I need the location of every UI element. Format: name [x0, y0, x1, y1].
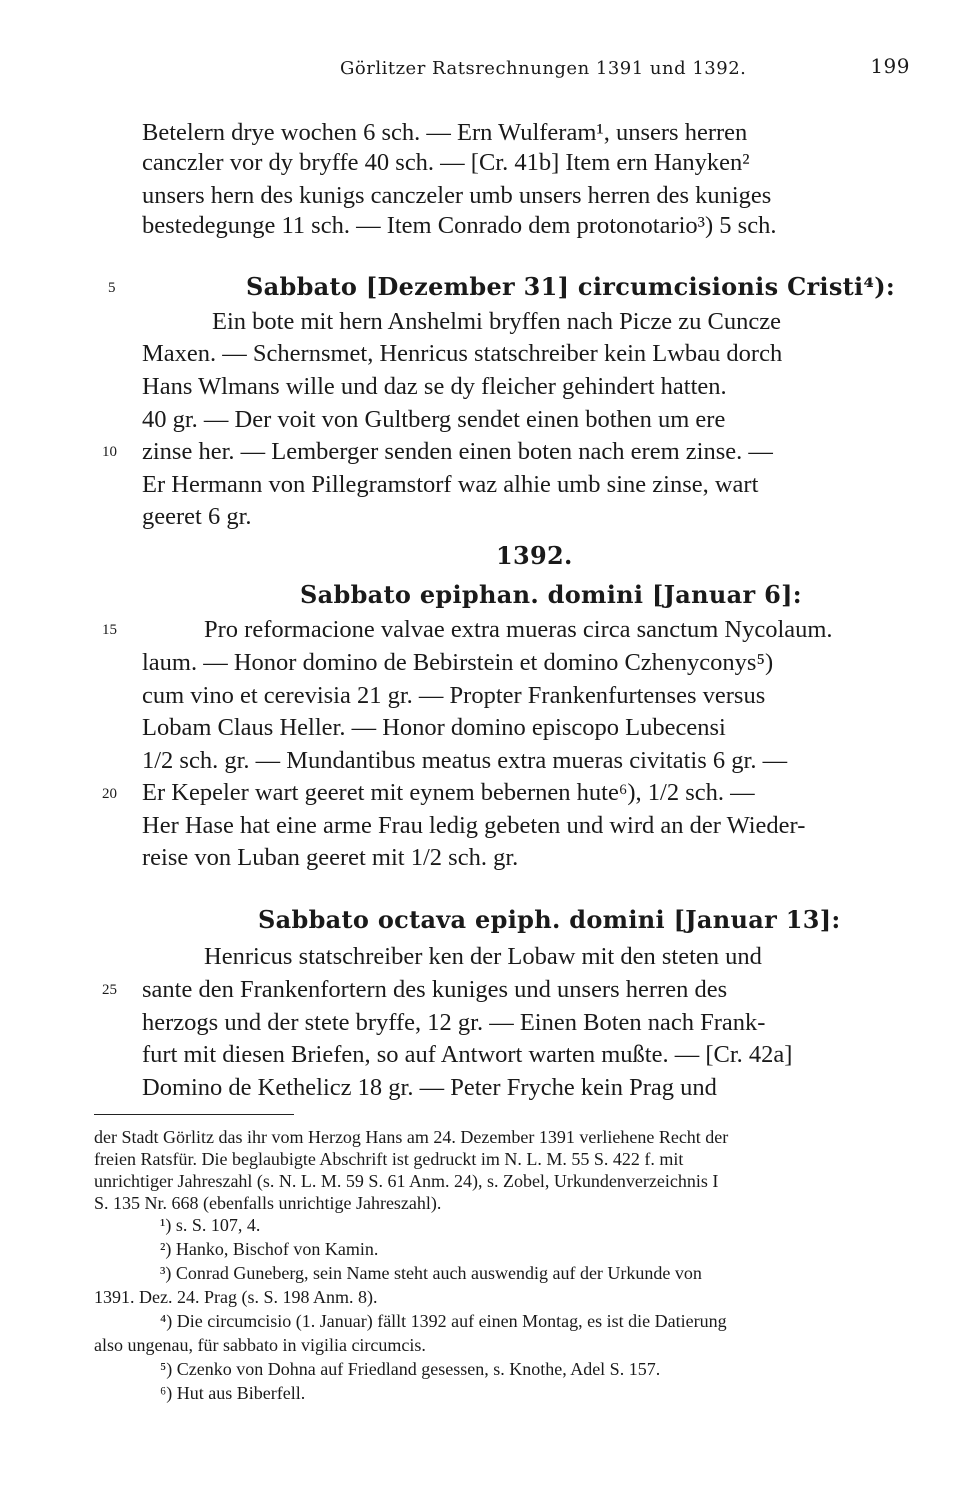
footnote-line: S. 135 Nr. 668 (ebenfalls unrichtige Jahreszahl). [94, 1193, 442, 1213]
line-number: 20 [102, 786, 117, 802]
body-line: Er Kepeler wart geeret mit eynem bebernen hute⁶), 1/2 sch. — [142, 779, 755, 806]
body-line: zinse her. — Lemberger senden einen boten nach erem zinse. — [142, 438, 773, 465]
line-number: 25 [102, 982, 117, 998]
body-line: geeret 6 gr. [142, 503, 252, 530]
body-line: bestedegunge 11 sch. — Item Conrado dem protonotario³) 5 sch. [142, 212, 777, 239]
body-line: Pro reformacione valvae extra mueras circa sanctum Nycolaum. [204, 616, 833, 643]
footnote-line: ⁴) Die circumcisio (1. Januar) fällt 1392 auf einen Montag, es ist die Datierung [160, 1311, 727, 1331]
body-line: cum vino et cerevisia 21 gr. — Propter Frankenfurtenses versus [142, 682, 766, 709]
footnote-line: 1391. Dez. 24. Prag (s. S. 198 Anm. 8). [94, 1287, 378, 1307]
body-line: Domino de Kethelicz 18 gr. — Peter Fryche kein Prag und [142, 1074, 717, 1101]
running-title: Görlitzer Ratsrechnungen 1391 und 1392. [340, 58, 747, 79]
footnote-line: unrichtiger Jahreszahl (s. N. L. M. 59 S. 61 Anm. 24), s. Zobel, Urkundenverzeichnis I [94, 1171, 719, 1191]
body-line: reise von Luban geeret mit 1/2 sch. gr. [142, 844, 519, 871]
body-line: laum. — Honor domino de Bebirstein et domino Czhenyconys⁵) [142, 649, 774, 676]
footnote-line: ⁵) Czenko von Dohna auf Friedland gesessen, s. Knothe, Adel S. 157. [160, 1359, 661, 1379]
body-line: unsers hern des kunigs canczeler umb unsers herren des kuniges [142, 182, 772, 209]
section-heading: Sabbato octava epiph. domini [Januar 13]: [258, 905, 841, 934]
body-line: Hans Wlmans wille und daz se dy fleicher gehindert hatten. [142, 373, 727, 400]
body-line: Er Hermann von Pillegramstorf waz alhie umb sine zinse, wart [142, 471, 759, 498]
body-line: Maxen. — Schernsmet, Henricus statschreiber kein Lwbau dorch [142, 340, 783, 367]
body-line: Betelern drye wochen 6 sch. — Ern Wulferam¹, unsers herren [142, 119, 748, 146]
body-line: furt mit diesen Briefen, so auf Antwort warten mußte. — [Cr. 42a] [142, 1041, 793, 1068]
line-number: 15 [102, 622, 117, 638]
footnote-divider [94, 1114, 294, 1115]
footnote-line: der Stadt Görlitz das ihr vom Herzog Hans am 24. Dezember 1391 verliehene Recht der [94, 1127, 729, 1147]
body-line: Henricus statschreiber ken der Lobaw mit den steten und [204, 943, 762, 970]
body-line: 40 gr. — Der voit von Gultberg sendet einen bothen um ere [142, 406, 726, 433]
section-heading: Sabbato [Dezember 31] circumcisionis Cristi⁴): [246, 272, 896, 301]
body-line: sante den Frankenfortern des kuniges und unsers herren des [142, 976, 728, 1003]
line-number: 10 [102, 444, 117, 460]
body-line: herzogs und der stete bryffe, 12 gr. — Einen Boten nach Frank- [142, 1009, 766, 1036]
body-line: canczler vor dy bryffe 40 sch. — [Cr. 41b] Item ern Hanyken² [142, 149, 750, 176]
body-line: Her Hase hat eine arme Frau ledig gebeten und wird an der Wieder- [142, 812, 806, 839]
footnote-line: ³) Conrad Guneberg, sein Name steht auch auswendig auf der Urkunde von [160, 1263, 702, 1283]
footnote-line: also ungenau, für sabbato in vigilia circumcis. [94, 1335, 426, 1355]
page-number: 199 [870, 54, 910, 78]
body-line: Ein bote mit hern Anshelmi bryffen nach Picze zu Cuncze [212, 308, 782, 335]
year-heading: 1392. [496, 541, 573, 570]
footnote-line: ²) Hanko, Bischof von Kamin. [160, 1239, 379, 1259]
line-number: 5 [108, 280, 116, 296]
section-heading: Sabbato epiphan. domini [Januar 6]: [300, 580, 802, 609]
footnote-line: ⁶) Hut aus Biberfell. [160, 1383, 306, 1403]
body-line: Lobam Claus Heller. — Honor domino episcopo Lubecensi [142, 714, 726, 741]
body-line: 1/2 sch. gr. — Mundantibus meatus extra mueras civitatis 6 gr. — [142, 747, 788, 774]
footnote-line: ¹) s. S. 107, 4. [160, 1215, 261, 1235]
footnote-line: freien Ratsfür. Die beglaubigte Abschrift ist gedruckt im N. L. M. 55 S. 422 f. mit [94, 1149, 684, 1169]
